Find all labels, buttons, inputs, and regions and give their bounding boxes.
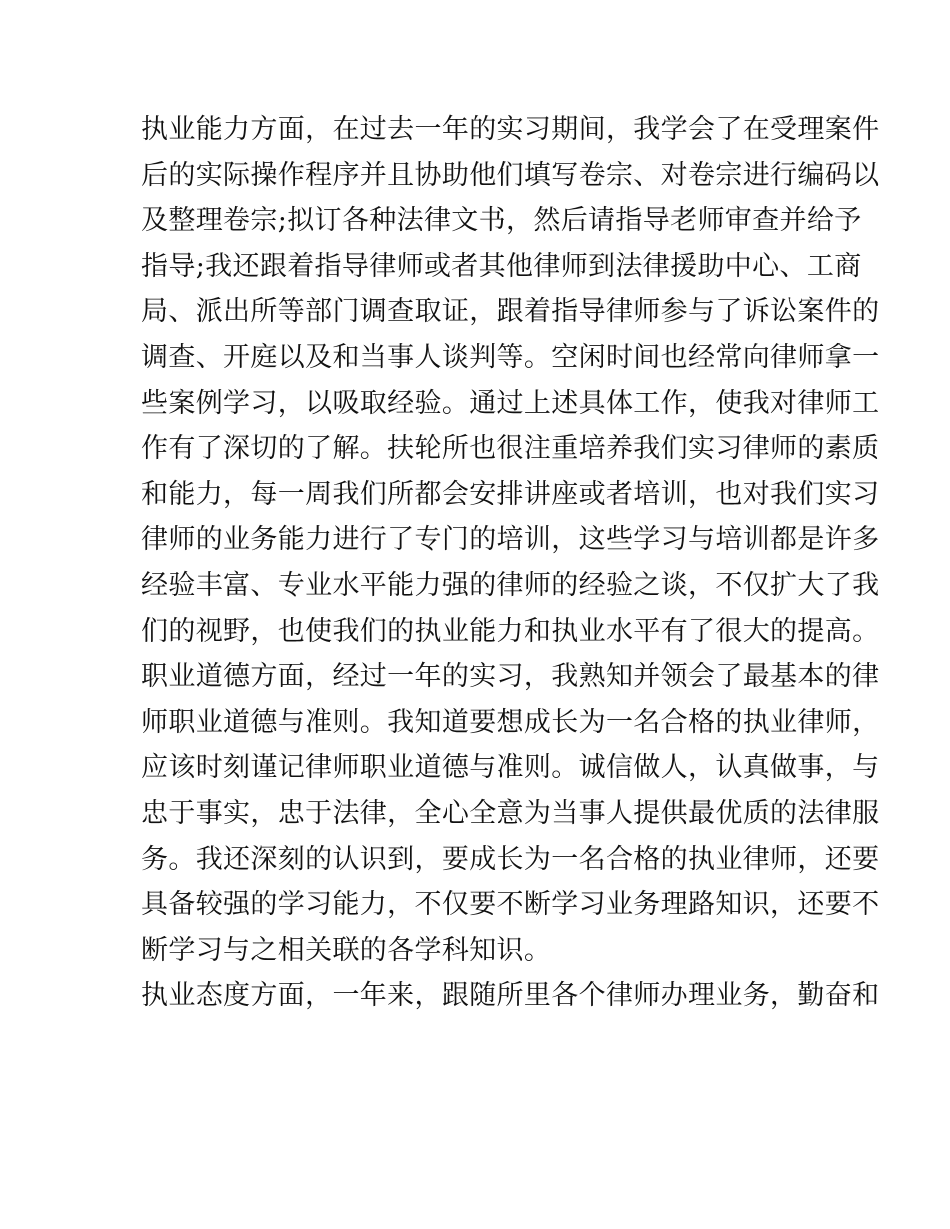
text-line: 局、派出所等部门调查取证，跟着指导律师参与了诉讼案件的 <box>141 296 880 328</box>
text-line: 及整理卷宗;拟订各种法律文书，然后请指导老师审查并给予 <box>141 205 862 237</box>
text-line: 具备较强的学习能力，不仅要不断学习业务理路知识，还要不 <box>141 889 880 921</box>
text-line: 执业能力方面，在过去一年的实习期间，我学会了在受理案件 <box>141 114 880 145</box>
text-line: 调查、开庭以及和当事人谈判等。空闲时间也经常向律师拿一 <box>141 341 880 373</box>
text-line: 律师的业务能力进行了专门的培训，这些学习与培训都是许多 <box>141 524 880 556</box>
text-line: 师职业道德与准则。我知道要想成长为一名合格的执业律师， <box>141 706 880 738</box>
text-line: 作有了深切的了解。扶轮所也很注重培养我们实习律师的素质 <box>141 433 880 465</box>
text-line: 务。我还深刻的认识到，要成长为一名合格的执业律师，还要 <box>141 843 880 875</box>
text-line: 后的实际操作程序并且协助他们填写卷宗、对卷宗进行编码以 <box>141 159 880 191</box>
text-line: 断学习与之相关联的各学科知识。 <box>141 934 552 966</box>
text-line: 执业态度方面，一年来，跟随所里各个律师办理业务，勤奋和 <box>141 980 880 1012</box>
text-line: 职业道德方面，经过一年的实习，我熟知并领会了最基本的律 <box>141 661 880 693</box>
text-line: 经验丰富、专业水平能力强的律师的经验之谈，不仅扩大了我 <box>141 569 880 601</box>
text-line: 指导;我还跟着指导律师或者其他律师到法律援助中心、工商 <box>141 250 862 282</box>
text-line: 忠于事实，忠于法律，全心全意为当事人提供最优质的法律服 <box>141 797 880 829</box>
text-line: 些案例学习，以吸取经验。通过上述具体工作，使我对律师工 <box>141 387 880 419</box>
body-text <box>141 107 880 1019</box>
text-line: 们的视野，也使我们的执业能力和执业水平有了很大的提高。 <box>141 615 880 647</box>
text-line: 应该时刻谨记律师职业道德与准则。诚信做人，认真做事，与 <box>141 752 880 784</box>
text-line: 和能力，每一周我们所都会安排讲座或者培训，也对我们实习 <box>141 478 880 510</box>
